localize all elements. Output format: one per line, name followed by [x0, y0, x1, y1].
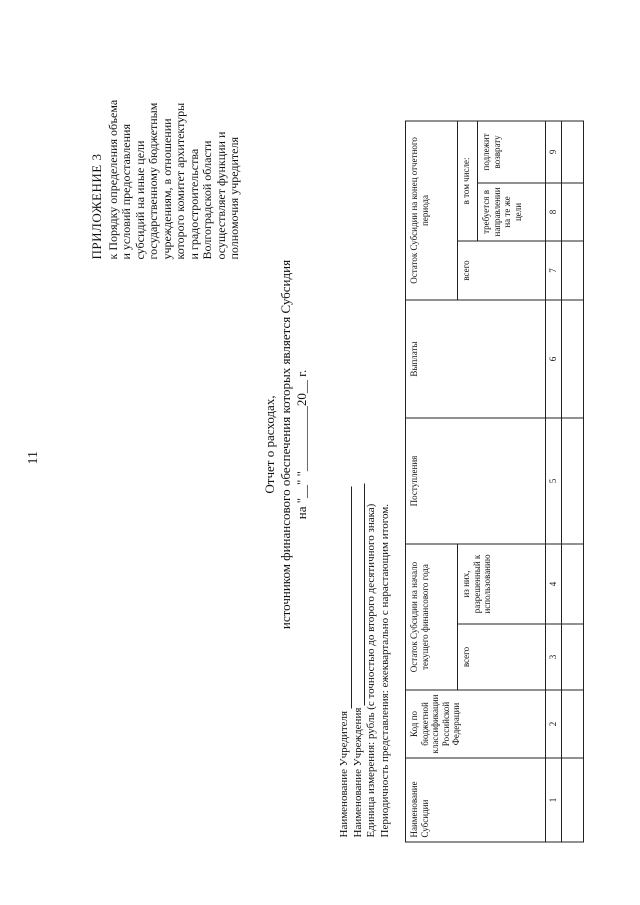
header-payments: Выплаты: [406, 300, 546, 418]
header-to-return: подлежит возврату: [478, 121, 546, 183]
periodicity-row: [379, 278, 393, 838]
report-title-line2: источником финансового обеспечения которых является Субсидия: [278, 259, 293, 630]
unit-row: [365, 278, 379, 838]
column-number-cell: 6: [546, 300, 562, 418]
header-closing-balance: Остаток Субсидии на конец отчетного периода: [406, 121, 458, 300]
header-opening-total: всего: [458, 624, 546, 690]
unit-text: Единица измерения: рубль (с точностью до второго десятичного знака): [365, 503, 377, 838]
institution-row: [352, 278, 366, 838]
header-required-same-purposes: требуется в направлении на те же цели: [478, 183, 546, 241]
table-cell: [562, 300, 584, 418]
header-subsidy-name: Наименование Субсидии: [406, 758, 546, 842]
report-meta: [338, 278, 392, 838]
report-date-line: на "__" "__________20__ г.: [294, 369, 309, 520]
header-closing-total: всего: [458, 241, 546, 300]
institution-fill-line: [354, 484, 365, 706]
column-number-cell: 4: [546, 544, 562, 624]
table-cell: [562, 241, 584, 300]
column-number-cell: 2: [546, 690, 562, 758]
column-numbers-row: [546, 121, 562, 842]
table-header-row-1: [406, 121, 458, 842]
founder-label: Наименование Учредителя: [338, 710, 350, 838]
table-cell: [562, 183, 584, 241]
table-data-row-empty: [562, 121, 584, 842]
table-cell: [562, 690, 584, 758]
founder-row: [338, 278, 352, 838]
header-budget-code: Код по бюджетной классификации Российской Федерации: [406, 690, 546, 758]
appendix-text: к Порядку определения объема и условий предоставления субсидий на иные цели государственному бюджетным учреждениям, в отношении которого комитет архитектуры и градостроительства Волгоградской области осуществляет функции и полномочия учредителя: [105, 99, 241, 260]
header-receipts: Поступления: [406, 418, 546, 544]
appendix-title: ПРИЛОЖЕНИЕ 3: [89, 153, 104, 260]
header-including: в том числе:: [458, 121, 478, 241]
column-number-cell: 5: [546, 418, 562, 544]
table-cell: [562, 758, 584, 842]
report-heading: [262, 235, 310, 655]
table-cell: [562, 418, 584, 544]
header-opening-balance: Остаток Субсидии на начало текущего финансового года: [406, 544, 458, 690]
periodicity-text: Периодичность представления: ежеквартально с нарастающим итогом.: [378, 504, 391, 838]
institution-label: Наименование Учреждения: [351, 707, 364, 838]
column-number-cell: 1: [546, 758, 562, 842]
founder-fill-line: [341, 487, 352, 709]
table-cell: [562, 624, 584, 690]
report-title-line1: Отчет о расходах,: [262, 395, 277, 494]
column-number-cell: 9: [546, 121, 562, 183]
header-opening-permitted: из них, разрешенный к использованию: [458, 544, 546, 624]
column-number-cell: 3: [546, 624, 562, 690]
column-number-cell: 7: [546, 241, 562, 300]
table-cell: [562, 121, 584, 183]
table-cell: [562, 544, 584, 624]
page-number: 11: [26, 451, 41, 465]
appendix-block: [90, 20, 242, 260]
column-number-cell: 8: [546, 183, 562, 241]
report-table: [405, 120, 584, 842]
